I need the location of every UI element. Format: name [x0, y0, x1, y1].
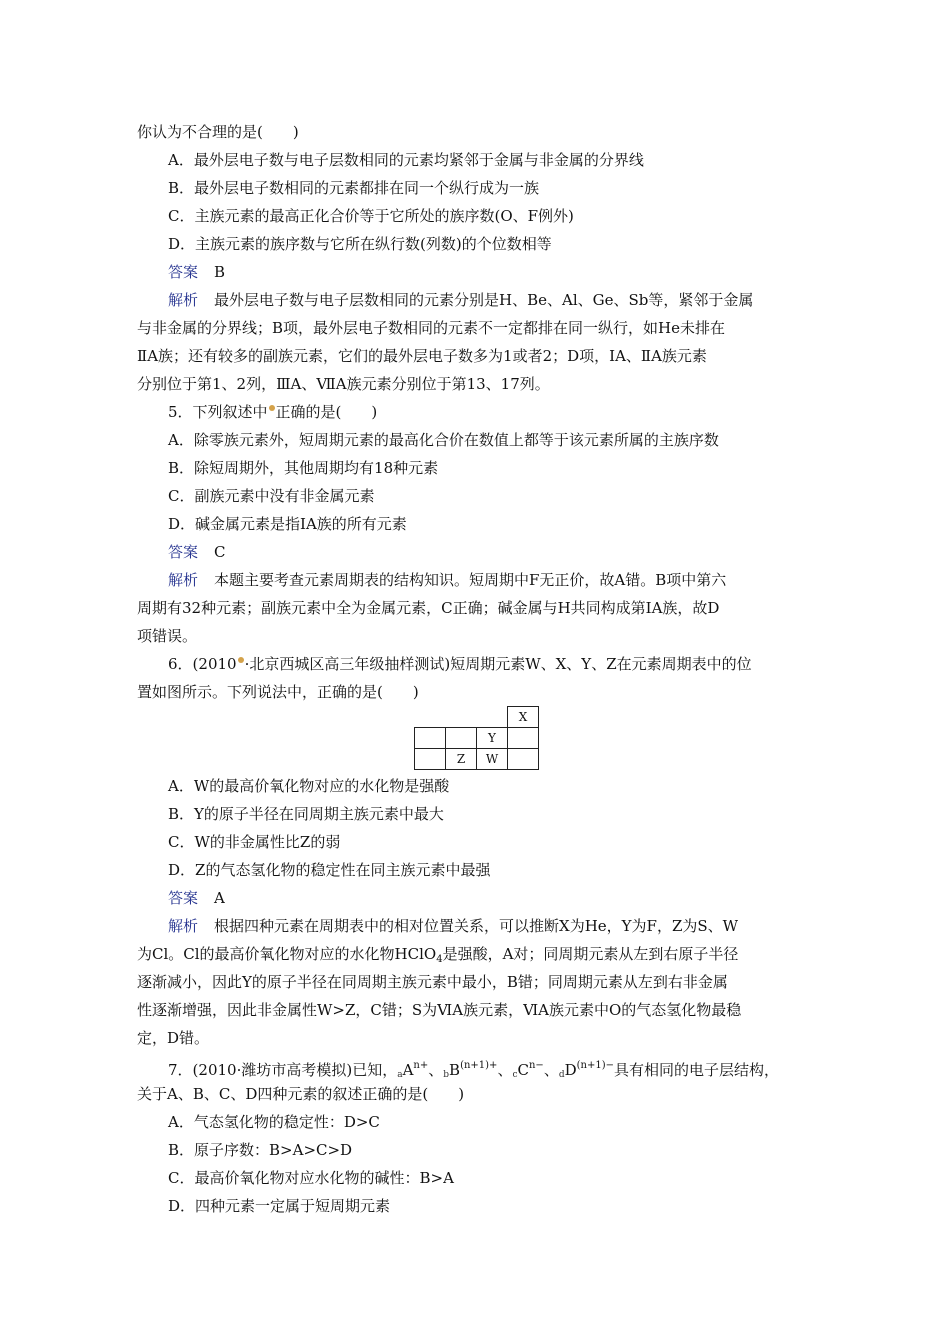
analysis-text: 是强酸，A对；同周期元素从左到右原子半径: [442, 945, 739, 963]
q6-analysis-line-4: 性逐渐增强，因此非金属性W>Z，C错；S为ⅥA族元素，ⅥA族元素中O的气态氢化物最稳: [137, 1001, 742, 1019]
q5-option-b: B．除短周期外，其他周期均有18种元素: [168, 459, 439, 477]
answer-label: 答案: [168, 263, 199, 281]
separator: 、: [428, 1061, 444, 1079]
q6-option-d: D．Z的气态氢化物的稳定性在同主族元素中最强: [168, 861, 491, 879]
q5-stem-end: 正确的是( ): [275, 403, 378, 421]
table-cell: [446, 707, 477, 728]
q5-option-c: C．副族元素中没有非金属元素: [168, 487, 375, 505]
q6-stem-line-2: 置如图所示。下列说法中，正确的是( ): [137, 683, 419, 701]
table-cell: [508, 728, 539, 749]
table-row: [415, 749, 539, 770]
ion-prefix: d: [558, 1070, 565, 1080]
separator: 、: [543, 1061, 559, 1079]
analysis-text: 本题主要考查元素周期表的结构知识。短周期中F无正价，故A错。B项中第六: [214, 571, 727, 589]
periodic-table-fragment: [414, 706, 539, 770]
table-cell: [415, 728, 446, 749]
q4-option-d: D．主族元素的族序数与它所在纵行数(列数)的个位数相等: [168, 235, 552, 253]
table-row: [415, 707, 539, 728]
subscript: 4: [436, 954, 443, 965]
q6-analysis-line-3: 逐渐减小，因此Y的原子半径在同周期主族元素中最小，B错；同周期元素从左到右非金属: [137, 973, 728, 991]
q5-answer: [168, 542, 226, 562]
ion-prefix: c: [512, 1070, 518, 1080]
q7-option-b: B．原子序数：B>A>C>D: [168, 1141, 353, 1159]
q6-stem-start: 6．(2010: [168, 655, 237, 673]
q6-option-c: C．W的非金属性比Z的弱: [168, 833, 341, 851]
table-cell: [415, 749, 446, 770]
q4-option-c: C．主族元素的最高正化合价等于它所处的族序数(O、F例外): [168, 207, 574, 225]
q6-analysis-line-2: [137, 944, 738, 970]
ion-symbol: A: [402, 1061, 414, 1079]
analysis-label: 解析: [168, 917, 199, 935]
q4-analysis-line-4: 分别位于第1、2列，ⅢA、ⅦA族元素分别位于第13、17列。: [137, 375, 550, 393]
ion-charge: (n+1)−: [576, 1060, 614, 1071]
ion-prefix: a: [397, 1070, 403, 1080]
answer-label: 答案: [168, 543, 199, 561]
answer-label: 答案: [168, 889, 199, 907]
table-cell: W: [477, 749, 508, 770]
table-cell: [477, 707, 508, 728]
table-cell: [446, 728, 477, 749]
q5-option-d: D．碱金属元素是指ⅠA族的所有元素: [168, 515, 407, 533]
q4-analysis-line-1: [168, 290, 753, 310]
q5-stem-start: 5．下列叙述中: [168, 403, 268, 421]
q7-stem-rest: 具有相同的电子层结构，: [614, 1061, 780, 1079]
answer-value: A: [214, 889, 225, 907]
q6-option-a: A．W的最高价氧化物对应的水化物是强酸: [168, 777, 450, 795]
watermark-dot-icon: [238, 657, 244, 663]
q5-analysis-line-3: 项错误。: [137, 627, 198, 645]
ion-charge: (n+1)+: [460, 1060, 498, 1071]
q4-answer: [168, 262, 225, 282]
q4-option-b: B．最外层电子数相同的元素都排在同一个纵行成为一族: [168, 179, 540, 197]
q7-option-d: D．四种元素一定属于短周期元素: [168, 1197, 391, 1215]
analysis-text: 为Cl。Cl的最高价氧化物对应的水化物HClO: [137, 945, 437, 963]
q7-stem-start: 7．(2010·潍坊市高考模拟)已知，: [168, 1061, 398, 1079]
q7-option-a: A．气态氢化物的稳定性：D>C: [168, 1113, 380, 1131]
q4-intro: 你认为不合理的是( ): [137, 123, 299, 141]
q6-analysis-line-1: [168, 916, 738, 936]
ion-symbol: D: [564, 1061, 577, 1079]
separator: 、: [497, 1061, 513, 1079]
q6-answer: [168, 888, 225, 908]
q5-option-a: A．除零族元素外，短周期元素的最高化合价在数值上都等于该元素所属的主族序数: [168, 431, 719, 449]
ion-symbol: C: [517, 1061, 529, 1079]
table-cell: Z: [446, 749, 477, 770]
q6-option-b: B．Y的原子半径在同周期主族元素中最大: [168, 805, 444, 823]
analysis-text: 根据四种元素在周期表中的相对位置关系，可以推断X为He，Y为F，Z为S、W: [214, 917, 739, 935]
q7-stem-line-1: [168, 1056, 779, 1085]
ion-charge: n+: [413, 1060, 429, 1071]
table-cell: [508, 749, 539, 770]
watermark-dot-icon: [269, 405, 275, 411]
answer-value: C: [214, 543, 226, 561]
q7-option-c: C．最高价氧化物对应水化物的碱性：B>A: [168, 1169, 454, 1187]
analysis-label: 解析: [168, 291, 199, 309]
ion-symbol: B: [449, 1061, 461, 1079]
table-row: [415, 728, 539, 749]
q7-stem-line-2: 关于A、B、C、D四种元素的叙述正确的是( ): [137, 1085, 465, 1103]
table-cell: [415, 707, 446, 728]
answer-value: B: [214, 263, 226, 281]
q4-analysis-line-3: ⅡA族；还有较多的副族元素，它们的最外层电子数多为1或者2；D项，ⅠA、ⅡA族元素: [137, 347, 707, 365]
q6-analysis-line-5: 定，D错。: [137, 1029, 210, 1047]
q4-option-a: A．最外层电子数与电子层数相同的元素均紧邻于金属与非金属的分界线: [168, 151, 644, 169]
q5-stem: [168, 402, 377, 422]
q4-analysis-line-2: 与非金属的分界线；B项，最外层电子数相同的元素不一定都排在同一纵行，如He未排在: [137, 319, 725, 337]
ion-prefix: b: [443, 1070, 450, 1080]
q5-analysis-line-1: [168, 570, 726, 590]
q5-analysis-line-2: 周期有32种元素；副族元素中全为金属元素，C正确；碱金属与H共同构成第ⅠA族，故D: [137, 599, 720, 617]
table-cell: X: [508, 707, 539, 728]
table-cell: Y: [477, 728, 508, 749]
q6-stem-rest: ·北京西城区高三年级抽样测试)短周期元素W、X、Y、Z在元素周期表中的位: [244, 655, 752, 673]
ion-charge: n−: [528, 1060, 544, 1071]
q6-stem-line-1: [168, 654, 752, 674]
analysis-text: 最外层电子数与电子层数相同的元素分别是H、Be、Al、Ge、Sb等，紧邻于金属: [214, 291, 754, 309]
analysis-label: 解析: [168, 571, 199, 589]
